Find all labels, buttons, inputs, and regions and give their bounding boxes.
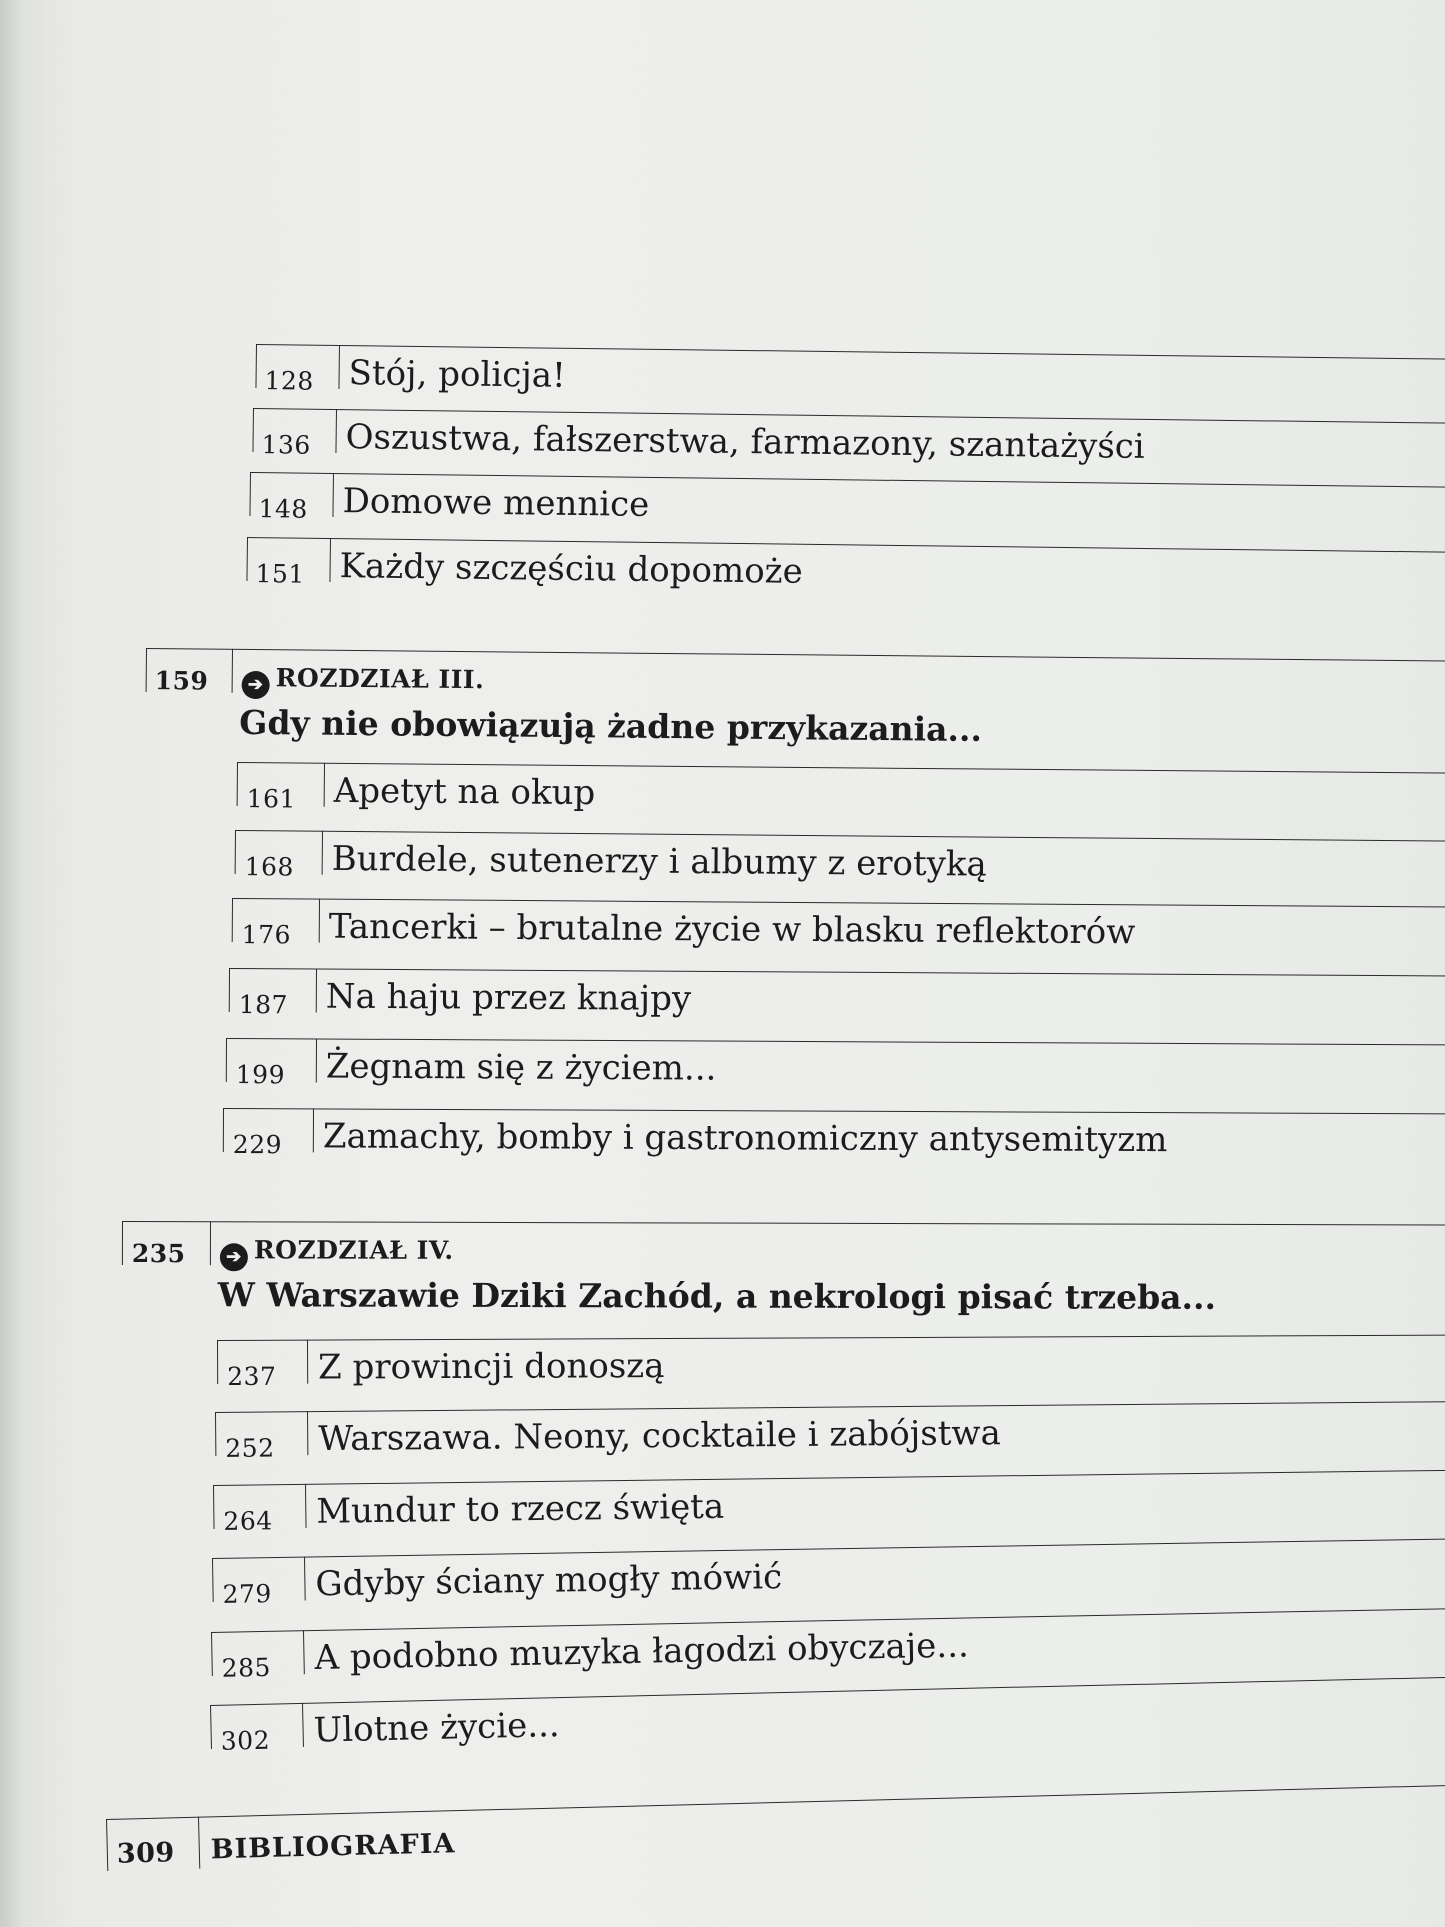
- toc-entry[interactable]: [217, 1335, 1445, 1398]
- entry-title: Zamachy, bomby i gastronomiczny antysemityzm: [322, 1116, 1168, 1161]
- entry-page-number: 302: [220, 1725, 271, 1756]
- chapter-label-text: ROZDZIAŁ IV.: [253, 1235, 454, 1265]
- chapter-page-number: 235: [131, 1239, 186, 1269]
- entry-title: Stój, policja!: [348, 353, 566, 396]
- bibliography-rule: [106, 1785, 1445, 1820]
- entry-separator: [335, 409, 337, 453]
- entry-separator: [305, 1484, 307, 1528]
- entry-tick: [252, 408, 254, 452]
- entry-page-number: 128: [264, 366, 314, 396]
- chapter-heading[interactable]: [122, 1221, 1445, 1334]
- toc-entry[interactable]: [223, 1108, 1445, 1171]
- entry-separator: [313, 1108, 314, 1152]
- toc-entry[interactable]: [236, 762, 1445, 831]
- entry-page-number: 285: [221, 1652, 272, 1683]
- chapter-title: W Warszawie Dziki Zachód, a nekrologi pisać trzeba...: [217, 1275, 1217, 1317]
- chapter-page-number: 159: [154, 666, 209, 696]
- entry-page-number: 237: [227, 1361, 277, 1391]
- entry-rule: [217, 1335, 1445, 1341]
- chapter-tick: [122, 1221, 123, 1265]
- entry-separator: [332, 473, 334, 517]
- entry-page-number: 252: [225, 1433, 275, 1463]
- entry-rule: [223, 1108, 1445, 1114]
- entry-tick: [229, 968, 230, 1012]
- chapter-separator: [232, 649, 233, 693]
- entry-page-number: 199: [235, 1060, 286, 1090]
- entry-title: Domowe mennice: [342, 481, 650, 525]
- bibliography-entry[interactable]: [106, 1785, 1445, 1889]
- chapter-title: Gdy nie obowiązują żadne przykazania...: [239, 702, 983, 750]
- entry-tick: [215, 1412, 216, 1456]
- entry-title: A podobno muzyka łagodzi obyczaje...: [314, 1625, 970, 1679]
- entry-tick: [237, 762, 238, 806]
- toc-entry[interactable]: [255, 344, 1445, 417]
- entry-rule: [226, 1038, 1445, 1045]
- entry-page-number: 148: [258, 494, 308, 524]
- toc-entry[interactable]: [212, 1539, 1445, 1616]
- toc-entry[interactable]: [249, 472, 1445, 545]
- entry-page-number: 187: [238, 990, 289, 1020]
- entry-page-number: 279: [222, 1579, 273, 1609]
- entry-page-number: 168: [244, 852, 295, 882]
- entry-title: Apetyt na okup: [333, 770, 596, 814]
- chapter-tick: [146, 648, 147, 692]
- entry-separator: [316, 969, 317, 1013]
- entry-title: Burdele, sutenerzy i albumy z erotyką: [331, 838, 987, 885]
- entry-separator: [307, 1411, 308, 1455]
- entry-tick: [249, 472, 251, 516]
- entry-tick: [212, 1558, 214, 1602]
- entry-separator: [324, 763, 325, 807]
- toc-entry[interactable]: [232, 898, 1445, 965]
- entry-rule: [213, 1470, 1445, 1486]
- entry-title: Mundur to rzecz święta: [316, 1486, 725, 1532]
- entry-page-number: 151: [255, 559, 305, 589]
- entry-rule: [232, 898, 1445, 908]
- entry-separator: [307, 1340, 308, 1384]
- entry-separator: [322, 831, 323, 875]
- entry-rule: [229, 968, 1445, 976]
- entry-tick: [217, 1340, 218, 1384]
- entry-separator: [302, 1703, 304, 1747]
- chapter-rule: [122, 1221, 1445, 1225]
- chapter-label: [220, 1235, 454, 1272]
- entry-separator: [304, 1557, 306, 1601]
- entry-tick: [210, 1705, 212, 1749]
- entry-separator: [303, 1630, 305, 1674]
- bibliography-label: BIBLIOGRAFIA: [210, 1828, 456, 1866]
- toc-entry[interactable]: [215, 1401, 1445, 1470]
- chapter-separator: [210, 1221, 211, 1265]
- entry-page-number: 229: [232, 1130, 283, 1160]
- arrow-right-circle-icon: ➔: [242, 671, 270, 699]
- entry-separator: [329, 538, 331, 582]
- entry-separator: [338, 345, 340, 389]
- entry-title: Ulotne życie...: [313, 1705, 561, 1751]
- entry-tick: [211, 1632, 213, 1676]
- chapter-heading[interactable]: [145, 648, 1445, 770]
- entry-tick: [255, 344, 257, 388]
- entry-page-number: 136: [261, 430, 311, 460]
- entry-title: Każdy szczęściu dopomoże: [339, 546, 803, 592]
- chapter-label: [242, 663, 485, 701]
- entry-page-number: 161: [246, 784, 297, 814]
- toc-entry[interactable]: [211, 1608, 1445, 1690]
- toc-entry[interactable]: [210, 1677, 1445, 1763]
- chapter-label-text: ROZDZIAŁ III.: [275, 663, 485, 695]
- bibliography-separator: [198, 1817, 200, 1869]
- entry-separator: [319, 899, 320, 943]
- toc-entry[interactable]: [226, 1038, 1445, 1102]
- entry-tick: [232, 898, 233, 942]
- entry-tick: [226, 1038, 227, 1082]
- toc-entry[interactable]: [234, 830, 1445, 899]
- toc-entry[interactable]: [246, 537, 1445, 610]
- entry-title: Oszustwa, fałszerstwa, farmazony, szantażyści: [345, 417, 1145, 467]
- entry-page-number: 264: [223, 1506, 273, 1536]
- entry-title: Tancerki – brutalne życie w blasku reflektorów: [328, 906, 1136, 953]
- entry-tick: [223, 1108, 224, 1152]
- entry-title: Na haju przez knajpy: [325, 976, 692, 1019]
- entry-title: Żegnam się z życiem...: [325, 1046, 717, 1089]
- entry-separator: [316, 1038, 317, 1082]
- entry-title: Gdyby ściany mogły mówić: [315, 1557, 783, 1605]
- toc-entry[interactable]: [213, 1470, 1445, 1543]
- entry-rule: [212, 1539, 1445, 1559]
- entry-tick: [213, 1485, 215, 1529]
- entry-tick: [235, 830, 236, 874]
- bibliography-tick: [106, 1819, 108, 1871]
- arrow-right-circle-icon: ➔: [220, 1243, 248, 1271]
- chapter-rule: [146, 648, 1445, 661]
- entry-title: Z prowincji donoszą: [318, 1346, 665, 1388]
- toc-entry[interactable]: [229, 968, 1445, 1033]
- entry-page-number: 176: [241, 920, 292, 950]
- toc-entry[interactable]: [252, 408, 1445, 481]
- entry-tick: [246, 537, 248, 581]
- entry-rule: [215, 1401, 1445, 1413]
- entry-title: Warszawa. Neony, cocktaile i zabójstwa: [318, 1413, 1001, 1460]
- bibliography-page-number: 309: [116, 1837, 176, 1870]
